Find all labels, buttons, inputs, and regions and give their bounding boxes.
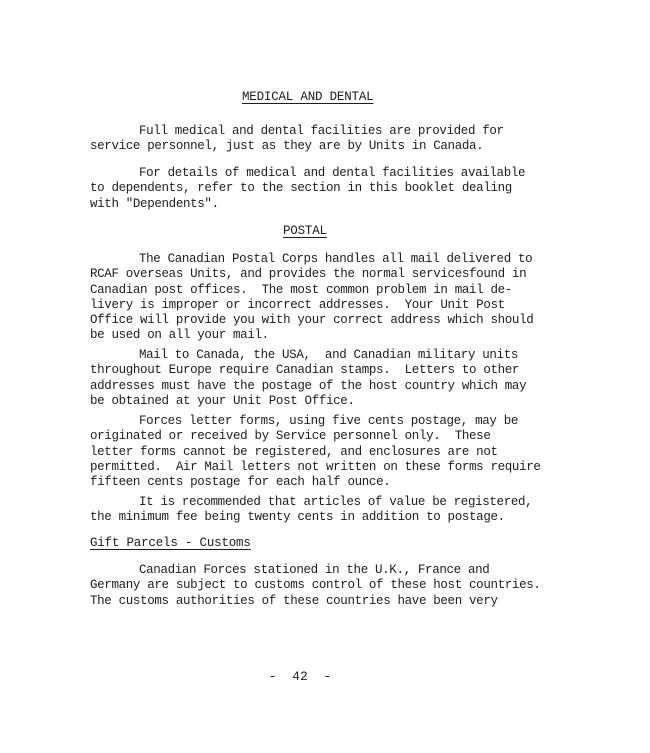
text-line: For details of medical and dental facilities available <box>139 166 526 180</box>
text-line: Forces letter forms, using five cents postage, may be <box>139 414 519 428</box>
paragraph-postal-stamps <box>90 348 530 409</box>
text-line: Canadian post offices. The most common problem in mail de- <box>90 282 512 297</box>
heading-postal: POSTAL <box>283 224 327 238</box>
paragraph-postal-letter-forms <box>90 414 541 490</box>
heading-gift-parcels-customs: Gift Parcels - Customs <box>90 536 251 550</box>
text-line: service personnel, just as they are by Units in Canada. <box>90 139 484 154</box>
paragraph-postal-registered <box>90 495 533 526</box>
paragraph-medical-dependents <box>90 166 530 212</box>
text-line: fifteen cents postage for each half ounce. <box>90 475 391 490</box>
text-line: letter forms cannot be registered, and enclosures are not <box>90 444 498 459</box>
text-line: to dependents, refer to the section in this booklet dealing <box>90 181 512 196</box>
page-number: - 42 - <box>268 669 332 684</box>
heading-medical-and-dental: MEDICAL AND DENTAL <box>242 90 374 104</box>
text-line: Mail to Canada, the USA, and Canadian military units <box>139 348 519 362</box>
paragraph-gift-parcels <box>90 563 541 609</box>
text-line: Canadian Forces stationed in the U.K., France and <box>139 563 490 577</box>
text-line: The Canadian Postal Corps handles all mail delivered to <box>139 252 533 266</box>
text-line: be obtained at your Unit Post Office. <box>90 393 355 408</box>
paragraph-postal-corps <box>90 252 534 344</box>
text-line: It is recommended that articles of value be registered, <box>139 495 533 509</box>
text-line: Full medical and dental facilities are provided for <box>139 124 504 138</box>
text-line: with "Dependents". <box>90 196 219 211</box>
text-line: addresses must have the postage of the host country which may <box>90 378 527 393</box>
text-line: be used on all your mail. <box>90 328 269 343</box>
text-line: the minimum fee being twenty cents in addition to postage. <box>90 510 505 525</box>
text-line: permitted. Air Mail letters not written on these forms require <box>90 459 541 474</box>
text-line: originated or received by Service personnel only. These <box>90 429 491 444</box>
text-line: throughout Europe require Canadian stamps. Letters to other <box>90 363 520 378</box>
text-line: Office will provide you with your correct address which should <box>90 313 534 328</box>
text-line: RCAF overseas Units, and provides the normal servicesfound in <box>90 267 527 282</box>
text-line: The customs authorities of these countries have been very <box>90 593 498 608</box>
text-line: livery is improper or incorrect addresses. Your Unit Post <box>90 297 505 312</box>
text-line: Germany are subject to customs control of these host countries. <box>90 578 541 593</box>
paragraph-medical-facilities <box>90 124 530 155</box>
